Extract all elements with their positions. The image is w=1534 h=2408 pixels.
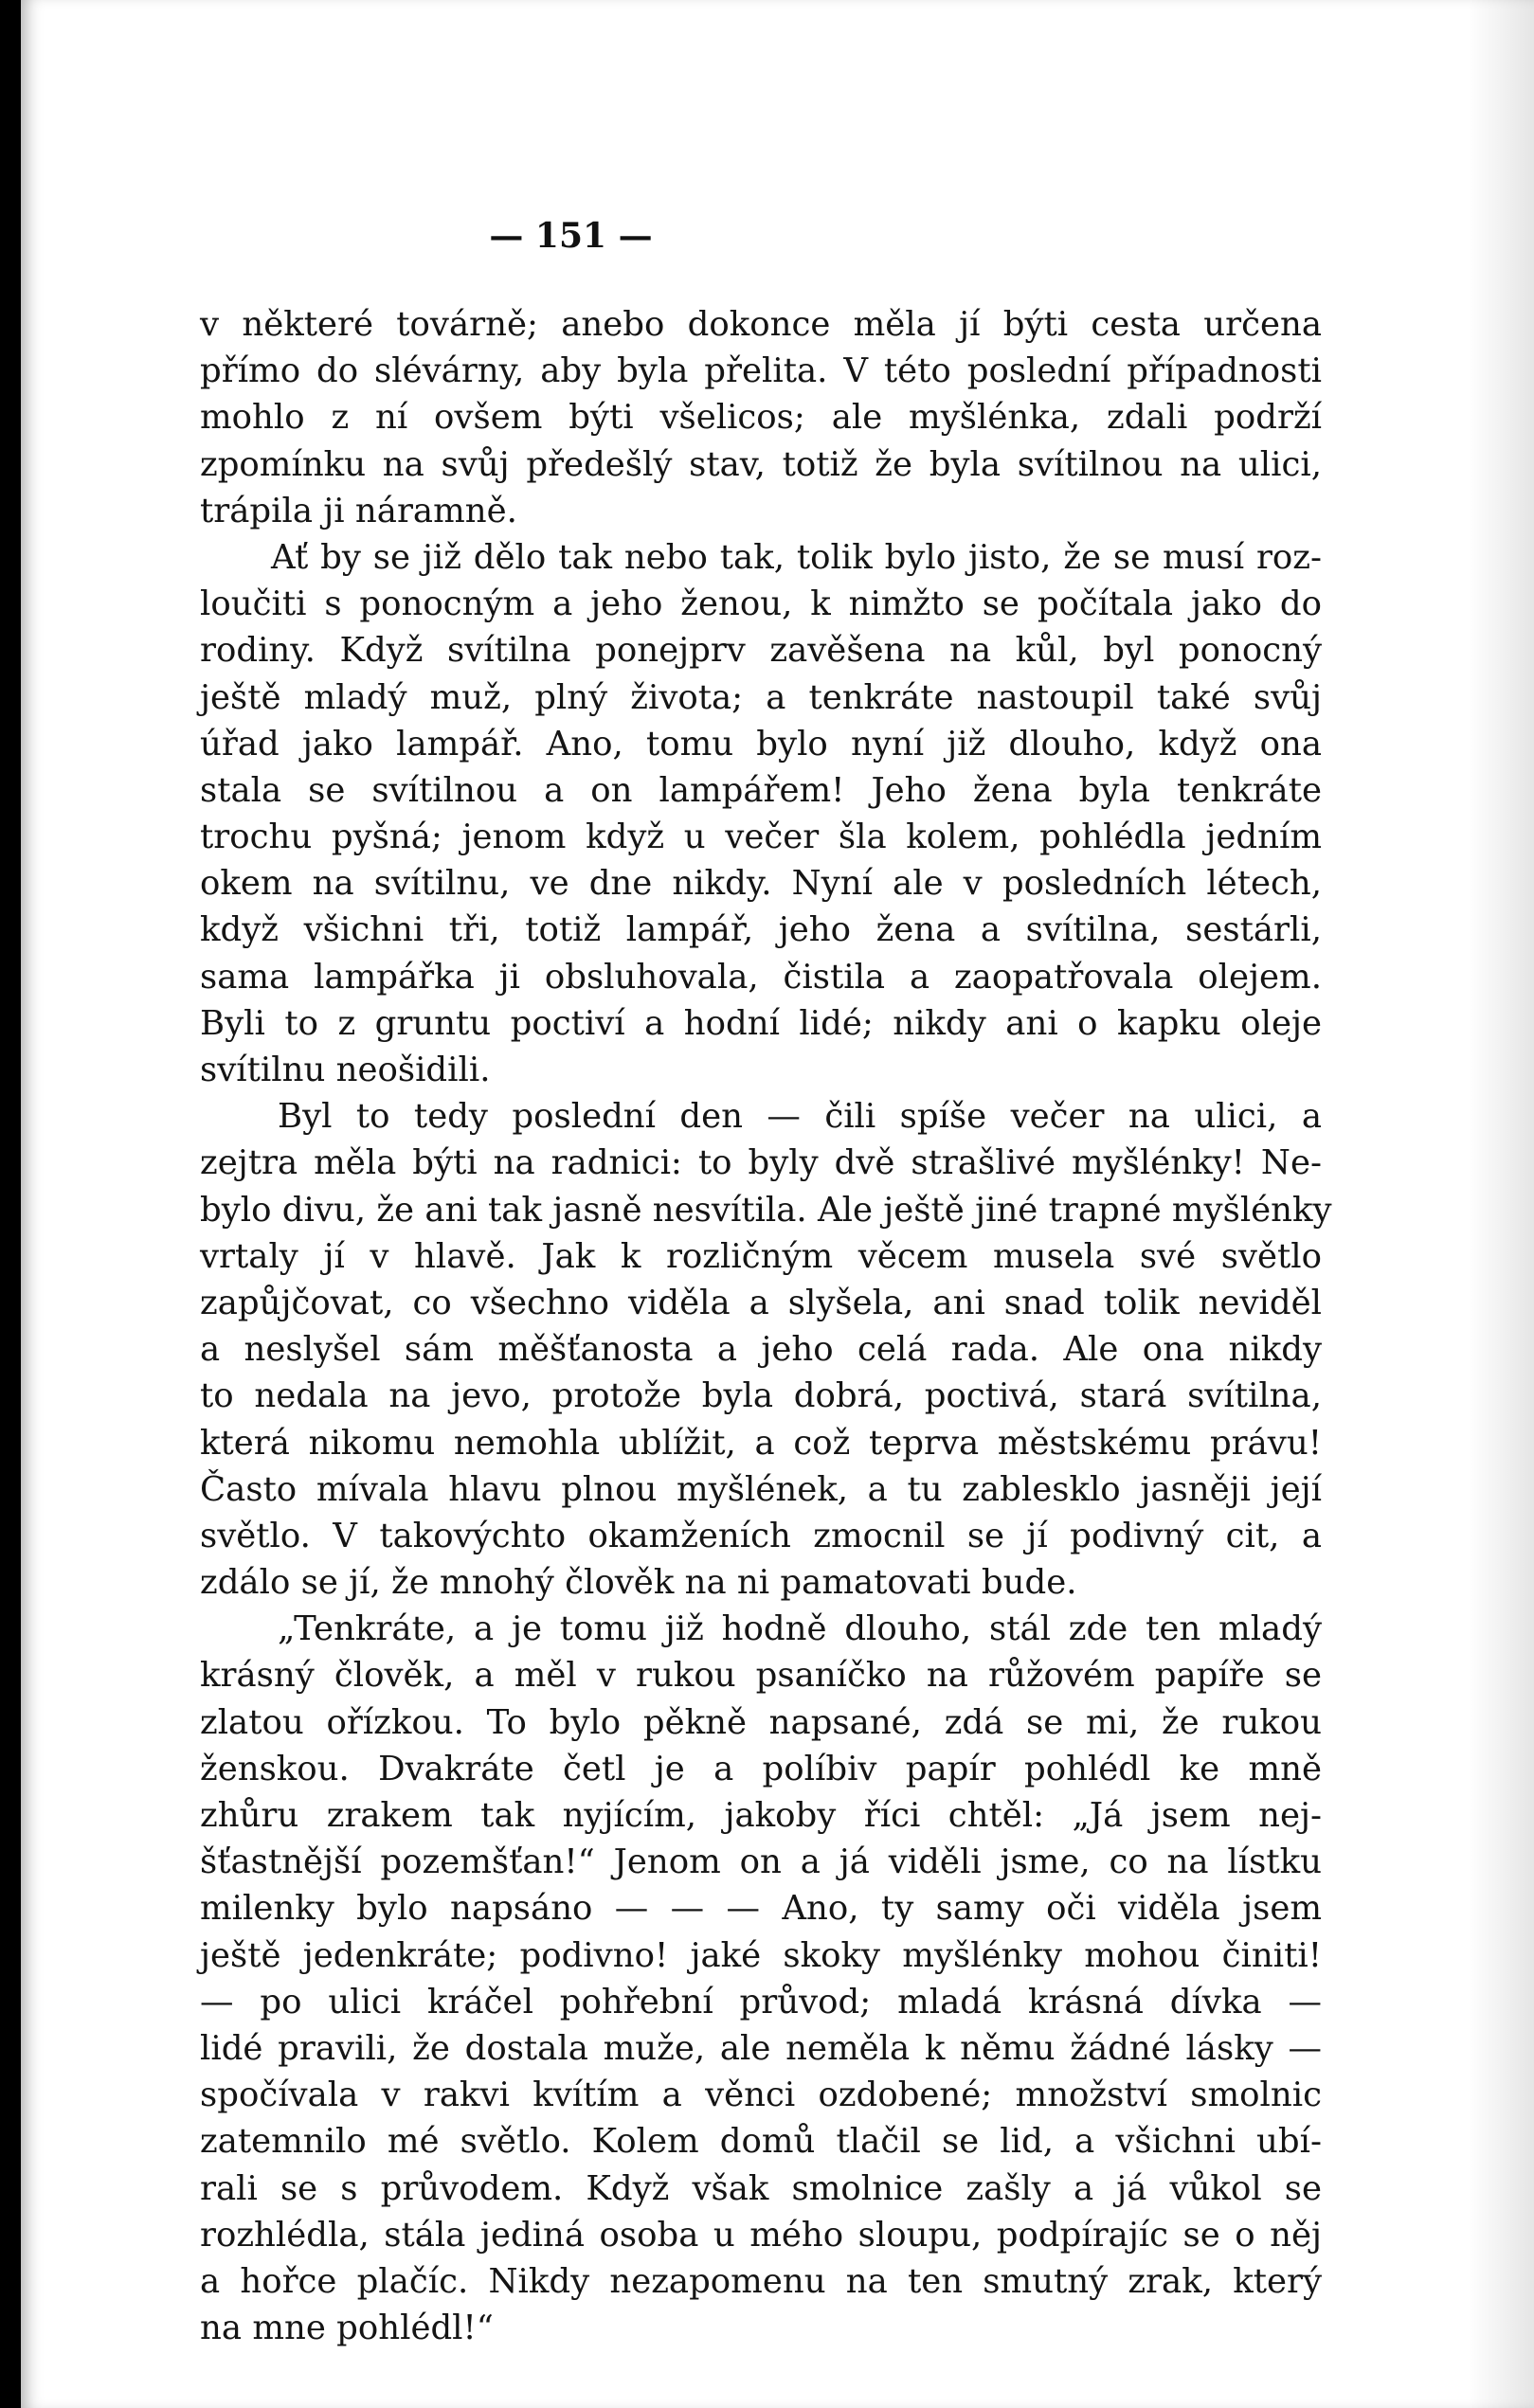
text-line: a neslyšel sám měšťanosta a jeho celá rada. Ale ona nikdy (200, 1330, 1322, 1370)
text-line: okem na svítilnu, ve dne nikdy. Nyní ale v posledních létech, (200, 864, 1322, 904)
body-text (200, 301, 1332, 2351)
text-line: Byl to tedy poslední den — čili spíše večer na ulici, a (278, 1097, 1322, 1137)
book-page (21, 0, 1534, 2408)
text-line: krásný člověk, a měl v rukou psaníčko na růžovém papíře se (200, 1656, 1322, 1696)
text-line: Byli to z gruntu poctiví a hodní lidé; nikdy ani o kapku oleje (200, 1003, 1322, 1043)
text-line: která nikomu nemohla ublížit, a což teprva městskému právu! (200, 1423, 1322, 1463)
text-line: v některé továrně; anebo dokonce měla jí býti cesta určena (200, 305, 1322, 344)
text-line: spočívala v rakvi kvítím a věnci ozdobené; množství smolnic (200, 2076, 1322, 2115)
text-line: zhůru zrakem tak nyjícím, jakoby říci chtěl: „Já jsem nej- (200, 1796, 1322, 1835)
text-line: ještě mladý muž, plný života; a tenkráte nastoupil také svůj (200, 677, 1322, 717)
text-line: zatemnilo mé světlo. Kolem domů tlačil se lid, a všichni ubí- (200, 2122, 1322, 2162)
text-line: šťastnější pozemšťan!“ Jenom on a já viděli jsme, co na lístku (200, 1842, 1322, 1882)
text-line: to nedala na jevo, protože byla dobrá, poctivá, stará svítilna, (200, 1376, 1322, 1416)
text-line: Ať by se již dělo tak nebo tak, tolik bylo jisto, že se musí roz- (271, 537, 1322, 577)
text-line: „Tenkráte, a je tomu již hodně dlouho, stál zde ten mladý (278, 1609, 1322, 1649)
text-line: zpomínku na svůj předešlý stav, totiž že byla svítilnou na ulici, (200, 444, 1322, 484)
text-line: ještě jedenkráte; podivno! jaké skoky myšlénky mohou činiti! (200, 1935, 1322, 1975)
text-line: loučiti s ponocným a jeho ženou, k nimžto se počítala jako do (200, 584, 1322, 624)
page-number: — 151 — (489, 216, 653, 256)
text-line: rodiny. Když svítilna ponejprv zavěšena na kůl, byl ponocný (200, 631, 1322, 671)
text-line: sama lampářka ji obsluhovala, čistila a zaopatřovala olejem. (200, 957, 1322, 997)
text-line: rali se s průvodem. Když však smolnice zašly a já vůkol se (200, 2168, 1322, 2208)
text-line: zlatou ořízkou. To bylo pěkně napsané, zdá se mi, že rukou (200, 1702, 1322, 1742)
text-line: lidé pravili, že dostala muže, ale neměla k němu žádné lásky — (200, 2028, 1322, 2068)
text-line: trápila ji náramně. (200, 491, 517, 530)
text-line: světlo. V takovýchto okamženích zmocnil se jí podivný cit, a (200, 1516, 1322, 1555)
text-line: zejtra měla býti na radnici: to byly dvě strašlivé myšlénky! Ne- (200, 1143, 1322, 1183)
text-line: — po ulici kráčel pohřební průvod; mladá krásná dívka — (200, 1982, 1322, 2022)
text-line: na mne pohlédl!“ (200, 2309, 494, 2348)
text-line: úřad jako lampář. Ano, tomu bylo nyní již dlouho, když ona (200, 724, 1322, 764)
text-line: a hořce plačíc. Nikdy nezapomenu na ten smutný zrak, který (200, 2261, 1322, 2301)
text-line: když všichni tři, totiž lampář, jeho žena a svítilna, sestárli, (200, 910, 1322, 950)
text-line: vrtaly jí v hlavě. Jak k rozličným věcem musela své světlo (200, 1236, 1322, 1276)
text-line: mohlo z ní ovšem býti všelicos; ale myšlénka, zdali podrží (200, 398, 1322, 438)
text-line: zapůjčovat, co všechno viděla a slyšela, ani snad tolik neviděl (200, 1283, 1322, 1322)
text-line: trochu pyšná; jenom když u večer šla kolem, pohlédla jedním (200, 818, 1322, 857)
text-line: stala se svítilnou a on lampářem! Jeho žena byla tenkráte (200, 770, 1322, 810)
text-line: milenky bylo napsáno — — — Ano, ty samy oči viděla jsem (200, 1889, 1322, 1929)
text-line: přímo do slévárny, aby byla přelita. V této poslední případnosti (200, 351, 1322, 391)
text-line: ženskou. Dvakráte četl je a políbiv papír pohlédl ke mně (200, 1749, 1322, 1788)
text-line: Často mívala hlavu plnou myšlének, a tu zablesklo jasněji její (200, 1469, 1322, 1509)
text-line: zdálo se jí, že mnohý člověk na ni pamatovati bude. (200, 1563, 1077, 1603)
text-line: bylo divu, že ani tak jasně nesvítila. Ale ještě jiné trapné myšlénky (200, 1190, 1332, 1230)
text-line: rozhlédla, stála jediná osoba u mého sloupu, podpírajíc se o něj (200, 2215, 1322, 2255)
gutter-shadow (1468, 0, 1534, 2408)
text-line: svítilnu neošidili. (200, 1051, 491, 1089)
